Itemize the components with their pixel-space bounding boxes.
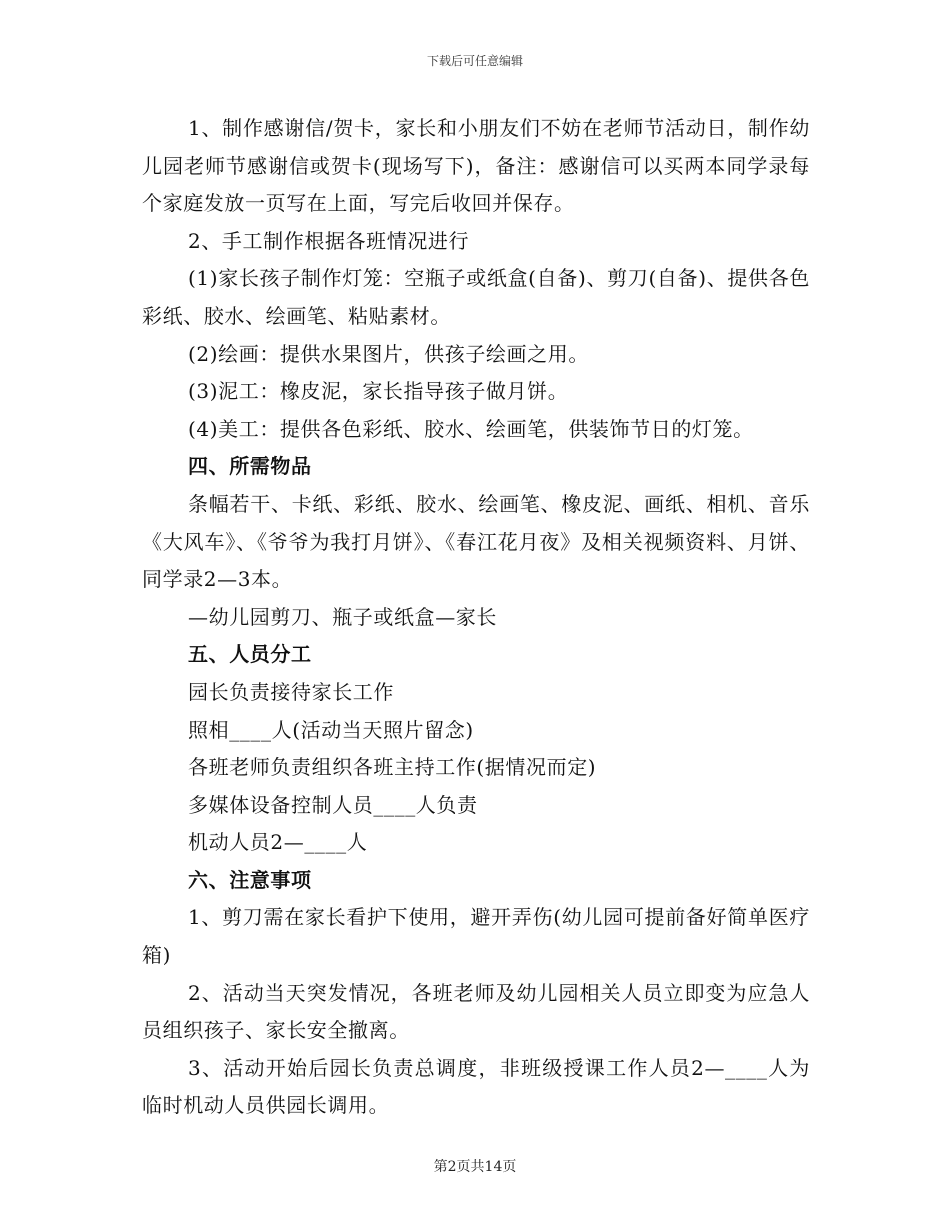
section-heading-notes: 六、注意事项 <box>188 867 312 892</box>
section-heading-staffing: 五、人员分工 <box>188 642 312 667</box>
paragraph-note-dispatch: 3、活动开始后园长负责总调度，非班级授课工作人员2—____人为临时机动人员供园长调用。 <box>142 1055 810 1118</box>
paragraph-lantern: (1)家长孩子制作灯笼：空瓶子或纸盒(自备)、剪刀(自备)、提供各色彩纸、胶水、绘画笔、粘贴素材。 <box>142 266 810 328</box>
paragraph-thank-you-card: 1、制作感谢信/贺卡，家长和小朋友们不妨在老师节活动日，制作幼儿园老师节感谢信或贺卡(现场写下)，备注：感谢信可以买两本同学录每个家庭发放一页写在上面，写完后收回并保存。 <box>142 116 810 216</box>
paragraph-materials-list: 条幅若干、卡纸、彩纸、胶水、绘画笔、橡皮泥、画纸、相机、音乐《大风车》、《爷爷为我打月饼》、《春江花月夜》及相关视频资料、月饼、同学录2—3本。 <box>142 491 810 592</box>
paragraph-note-emergency: 2、活动当天突发情况，各班老师及幼儿园相关人员立即变为应急人员组织孩子、家长安全撤离。 <box>142 980 810 1043</box>
paragraph-staff-teachers: 各班老师负责组织各班主持工作(据情况而定) <box>188 755 597 780</box>
paragraph-staff-photo: 照相____人(活动当天照片留念) <box>188 717 474 742</box>
paragraph-drawing: (2)绘画：提供水果图片，供孩子绘画之用。 <box>188 341 589 366</box>
paragraph-note-scissors: 1、剪刀需在家长看护下使用，避开弄伤(幼儿园可提前备好简单医疗箱) <box>142 905 810 968</box>
paragraph-handcraft: 2、手工制作根据各班情况进行 <box>188 228 470 253</box>
page-number: 第2页共14页 <box>433 1159 517 1175</box>
paragraph-materials-source: —幼儿园剪刀、瓶子或纸盒—家长 <box>188 604 497 629</box>
paragraph-clay: (3)泥工：橡皮泥，家长指导孩子做月饼。 <box>188 379 569 404</box>
document-body <box>142 110 810 1125</box>
section-heading-materials: 四、所需物品 <box>188 454 312 479</box>
paragraph-staff-director: 园长负责接待家长工作 <box>188 679 394 704</box>
paragraph-art: (4)美工：提供各色彩纸、胶水、绘画笔，供装饰节日的灯笼。 <box>188 416 754 441</box>
page-header: 下载后可任意编辑 <box>426 54 523 68</box>
paragraph-staff-mobile: 机动人员2—____人 <box>188 830 368 855</box>
paragraph-staff-multimedia: 多媒体设备控制人员____人负责 <box>188 792 478 817</box>
